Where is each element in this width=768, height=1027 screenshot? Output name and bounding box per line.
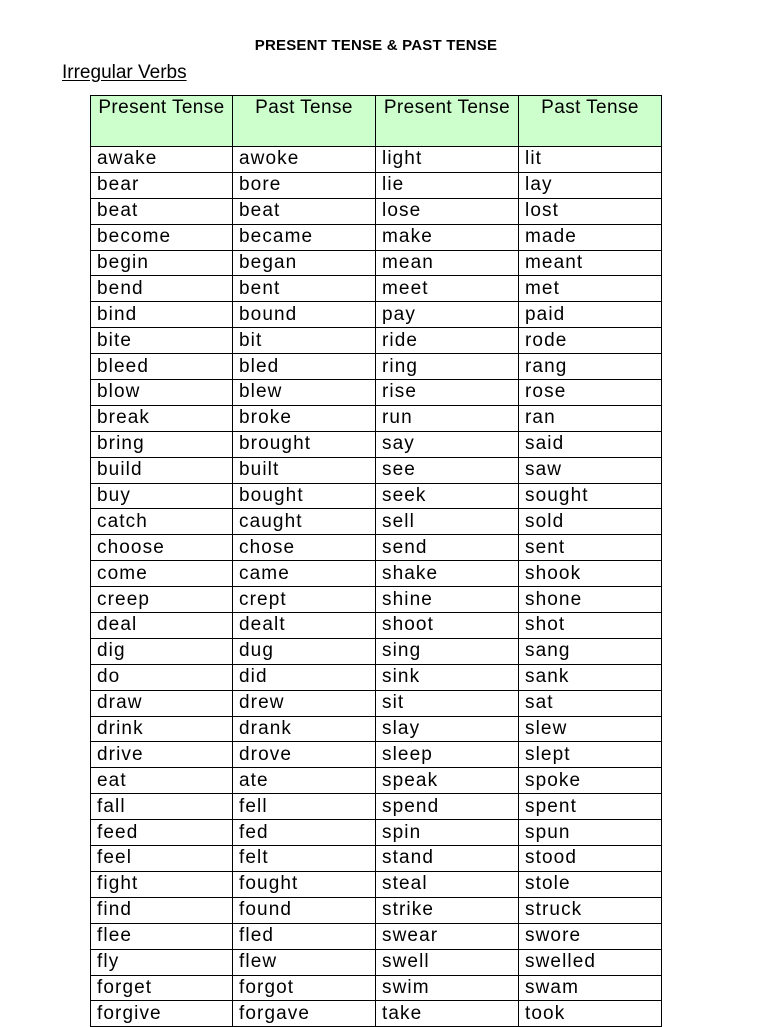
present-cell: lie xyxy=(376,172,519,198)
past-cell: felt xyxy=(233,846,376,872)
table-row xyxy=(91,250,662,276)
table-row xyxy=(91,457,662,483)
table-row xyxy=(91,302,662,328)
table-row xyxy=(91,794,662,820)
table-row xyxy=(91,975,662,1001)
header-present-tense-2: Present Tense xyxy=(376,96,519,147)
past-cell: sank xyxy=(519,664,662,690)
present-cell: swear xyxy=(376,923,519,949)
present-cell: ring xyxy=(376,354,519,380)
present-cell: shake xyxy=(376,561,519,587)
present-cell: bring xyxy=(91,431,233,457)
table-row xyxy=(91,897,662,923)
past-cell: lost xyxy=(519,198,662,224)
present-cell: forget xyxy=(91,975,233,1001)
present-cell: flee xyxy=(91,923,233,949)
past-cell: meant xyxy=(519,250,662,276)
header-present-tense-1: Present Tense xyxy=(91,96,233,147)
past-cell: beat xyxy=(233,198,376,224)
past-cell: drank xyxy=(233,716,376,742)
present-cell: bleed xyxy=(91,354,233,380)
present-cell: deal xyxy=(91,613,233,639)
past-cell: slew xyxy=(519,716,662,742)
present-cell: run xyxy=(376,405,519,431)
past-cell: fell xyxy=(233,794,376,820)
table-row xyxy=(91,638,662,664)
past-cell: struck xyxy=(519,897,662,923)
past-cell: dealt xyxy=(233,613,376,639)
past-cell: sang xyxy=(519,638,662,664)
past-cell: forgot xyxy=(233,975,376,1001)
present-cell: slay xyxy=(376,716,519,742)
present-cell: take xyxy=(376,1001,519,1027)
past-cell: swam xyxy=(519,975,662,1001)
table-row xyxy=(91,380,662,406)
table-row xyxy=(91,147,662,173)
present-cell: swim xyxy=(376,975,519,1001)
past-cell: spoke xyxy=(519,768,662,794)
past-cell: swelled xyxy=(519,949,662,975)
table-body xyxy=(91,147,662,1027)
table-row xyxy=(91,276,662,302)
present-cell: bite xyxy=(91,328,233,354)
past-cell: slept xyxy=(519,742,662,768)
past-cell: blew xyxy=(233,380,376,406)
table-row xyxy=(91,535,662,561)
table-row xyxy=(91,846,662,872)
past-cell: flew xyxy=(233,949,376,975)
present-cell: meet xyxy=(376,276,519,302)
present-cell: shine xyxy=(376,587,519,613)
past-cell: paid xyxy=(519,302,662,328)
table-row xyxy=(91,1001,662,1027)
past-cell: shook xyxy=(519,561,662,587)
table-row xyxy=(91,431,662,457)
table-row xyxy=(91,561,662,587)
table-row xyxy=(91,664,662,690)
present-cell: sleep xyxy=(376,742,519,768)
past-cell: drew xyxy=(233,690,376,716)
past-cell: found xyxy=(233,897,376,923)
past-cell: bore xyxy=(233,172,376,198)
past-cell: saw xyxy=(519,457,662,483)
header-past-tense-2: Past Tense xyxy=(519,96,662,147)
table-row xyxy=(91,768,662,794)
present-cell: strike xyxy=(376,897,519,923)
table-row xyxy=(91,949,662,975)
present-cell: fly xyxy=(91,949,233,975)
past-cell: built xyxy=(233,457,376,483)
table-row xyxy=(91,716,662,742)
past-cell: bled xyxy=(233,354,376,380)
past-cell: ran xyxy=(519,405,662,431)
past-cell: shot xyxy=(519,613,662,639)
section-subtitle: Irregular Verbs xyxy=(62,62,187,83)
present-cell: break xyxy=(91,405,233,431)
past-cell: swore xyxy=(519,923,662,949)
past-cell: met xyxy=(519,276,662,302)
present-cell: fight xyxy=(91,871,233,897)
present-cell: creep xyxy=(91,587,233,613)
past-cell: broke xyxy=(233,405,376,431)
header-past-tense-1: Past Tense xyxy=(233,96,376,147)
past-cell: rode xyxy=(519,328,662,354)
past-cell: shone xyxy=(519,587,662,613)
present-cell: sell xyxy=(376,509,519,535)
table-header xyxy=(91,96,662,147)
present-cell: feed xyxy=(91,820,233,846)
present-cell: sing xyxy=(376,638,519,664)
present-cell: come xyxy=(91,561,233,587)
table-row xyxy=(91,198,662,224)
irregular-verbs-table xyxy=(90,95,662,1027)
past-cell: bought xyxy=(233,483,376,509)
present-cell: make xyxy=(376,224,519,250)
table-header-row xyxy=(91,96,662,147)
past-cell: bound xyxy=(233,302,376,328)
past-cell: forgave xyxy=(233,1001,376,1027)
past-cell: fought xyxy=(233,871,376,897)
present-cell: send xyxy=(376,535,519,561)
present-cell: blow xyxy=(91,380,233,406)
past-cell: came xyxy=(233,561,376,587)
present-cell: buy xyxy=(91,483,233,509)
present-cell: lose xyxy=(376,198,519,224)
present-cell: find xyxy=(91,897,233,923)
past-cell: brought xyxy=(233,431,376,457)
past-cell: drove xyxy=(233,742,376,768)
past-cell: fled xyxy=(233,923,376,949)
past-cell: said xyxy=(519,431,662,457)
past-cell: fed xyxy=(233,820,376,846)
present-cell: fall xyxy=(91,794,233,820)
past-cell: stood xyxy=(519,846,662,872)
past-cell: made xyxy=(519,224,662,250)
present-cell: dig xyxy=(91,638,233,664)
past-cell: bent xyxy=(233,276,376,302)
present-cell: build xyxy=(91,457,233,483)
table-row xyxy=(91,923,662,949)
present-cell: sink xyxy=(376,664,519,690)
past-cell: awoke xyxy=(233,147,376,173)
past-cell: sought xyxy=(519,483,662,509)
table-row xyxy=(91,871,662,897)
present-cell: choose xyxy=(91,535,233,561)
table-row xyxy=(91,483,662,509)
past-cell: crept xyxy=(233,587,376,613)
present-cell: begin xyxy=(91,250,233,276)
present-cell: ride xyxy=(376,328,519,354)
present-cell: swell xyxy=(376,949,519,975)
present-cell: become xyxy=(91,224,233,250)
past-cell: rang xyxy=(519,354,662,380)
past-cell: chose xyxy=(233,535,376,561)
present-cell: catch xyxy=(91,509,233,535)
present-cell: speak xyxy=(376,768,519,794)
past-cell: stole xyxy=(519,871,662,897)
present-cell: bend xyxy=(91,276,233,302)
present-cell: bind xyxy=(91,302,233,328)
present-cell: rise xyxy=(376,380,519,406)
present-cell: spin xyxy=(376,820,519,846)
table-row xyxy=(91,328,662,354)
present-cell: seek xyxy=(376,483,519,509)
present-cell: drive xyxy=(91,742,233,768)
present-cell: feel xyxy=(91,846,233,872)
past-cell: spent xyxy=(519,794,662,820)
present-cell: say xyxy=(376,431,519,457)
table-row xyxy=(91,587,662,613)
present-cell: sit xyxy=(376,690,519,716)
past-cell: dug xyxy=(233,638,376,664)
past-cell: sold xyxy=(519,509,662,535)
present-cell: steal xyxy=(376,871,519,897)
present-cell: beat xyxy=(91,198,233,224)
past-cell: lay xyxy=(519,172,662,198)
table-row xyxy=(91,613,662,639)
past-cell: took xyxy=(519,1001,662,1027)
past-cell: sent xyxy=(519,535,662,561)
present-cell: do xyxy=(91,664,233,690)
present-cell: forgive xyxy=(91,1001,233,1027)
past-cell: spun xyxy=(519,820,662,846)
present-cell: shoot xyxy=(376,613,519,639)
table-row xyxy=(91,820,662,846)
table-row xyxy=(91,742,662,768)
present-cell: spend xyxy=(376,794,519,820)
past-cell: caught xyxy=(233,509,376,535)
present-cell: pay xyxy=(376,302,519,328)
past-cell: bit xyxy=(233,328,376,354)
table-row xyxy=(91,172,662,198)
past-cell: ate xyxy=(233,768,376,794)
table-row xyxy=(91,690,662,716)
present-cell: mean xyxy=(376,250,519,276)
past-cell: rose xyxy=(519,380,662,406)
present-cell: light xyxy=(376,147,519,173)
past-cell: became xyxy=(233,224,376,250)
table-row xyxy=(91,509,662,535)
present-cell: eat xyxy=(91,768,233,794)
table-row xyxy=(91,224,662,250)
past-cell: lit xyxy=(519,147,662,173)
present-cell: stand xyxy=(376,846,519,872)
present-cell: awake xyxy=(91,147,233,173)
past-cell: began xyxy=(233,250,376,276)
present-cell: drink xyxy=(91,716,233,742)
present-cell: draw xyxy=(91,690,233,716)
past-cell: did xyxy=(233,664,376,690)
table-row xyxy=(91,354,662,380)
present-cell: see xyxy=(376,457,519,483)
past-cell: sat xyxy=(519,690,662,716)
table-row xyxy=(91,405,662,431)
present-cell: bear xyxy=(91,172,233,198)
page-title: PRESENT TENSE & PAST TENSE xyxy=(254,37,498,54)
